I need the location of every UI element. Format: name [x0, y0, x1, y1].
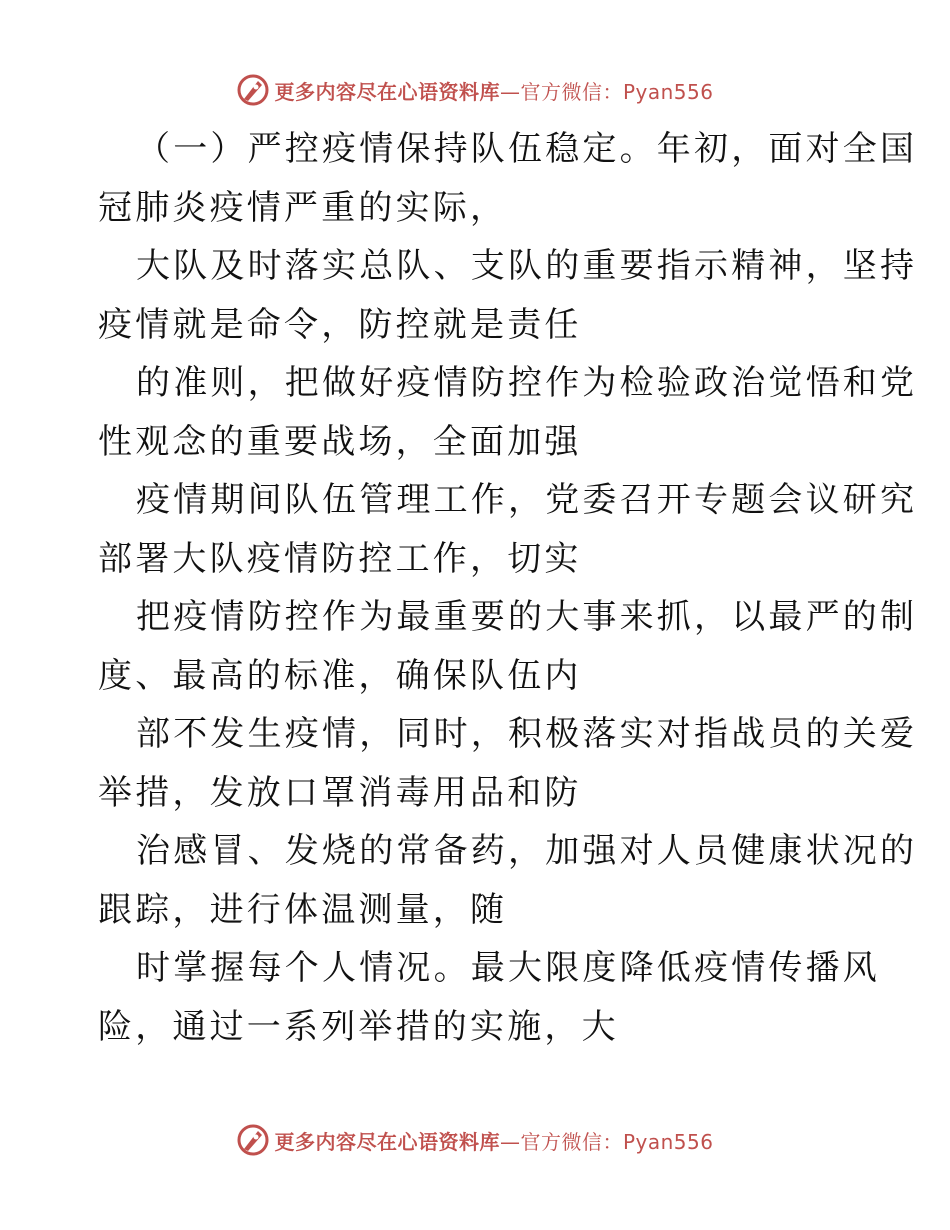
text-line: 跟踪，进行体温测量，随 [98, 889, 508, 930]
pen-logo-icon [236, 73, 270, 107]
text-line: 疫情期间队伍管理工作，党委召开专题会议研究 [136, 480, 918, 520]
footer-banner [0, 1118, 950, 1162]
text-line: 的准则，把做好疫情防控作为检验政治觉悟和党 [136, 363, 918, 403]
text-line: 性观念的重要战场，全面加强 [98, 421, 582, 462]
banner-prefix: 更多内容尽在心语资料库 [274, 79, 500, 104]
text-line: 部署大队疫情防控工作，切实 [98, 538, 582, 579]
text-line: 疫情就是命令，防控就是责任 [98, 304, 582, 345]
text-line: 度、最高的标准，确保队伍内 [98, 655, 582, 696]
banner-suffix: —官方微信：Pyan556 [499, 79, 714, 104]
text-line: 冠肺炎疫情严重的实际， [98, 187, 508, 228]
text-line: 大队及时落实总队、支队的重要指示精神，坚持 [136, 246, 918, 286]
text-line: 举措，发放口罩消毒用品和防 [98, 772, 582, 813]
banner-suffix: —官方微信：Pyan556 [499, 1129, 714, 1154]
text-line: 险，通过一系列举措的实施，大 [98, 1006, 619, 1047]
banner-prefix: 更多内容尽在心语资料库 [274, 1129, 500, 1154]
text-line: （一）严控疫情保持队伍稳定。年初，面对全国 [136, 129, 918, 169]
banner-text [274, 1126, 713, 1155]
text-line: 时掌握每个人情况。最大限度降低疫情传播风 [136, 948, 880, 988]
document-body [98, 120, 918, 1056]
text-line: 把疫情防控作为最重要的大事来抓，以最严的制 [136, 597, 918, 637]
pen-logo-icon [236, 1123, 270, 1157]
text-line: 部不发生疫情，同时，积极落实对指战员的关爱 [136, 714, 918, 754]
header-banner [0, 68, 950, 112]
banner-text [274, 76, 713, 105]
text-line: 治感冒、发烧的常备药，加强对人员健康状况的 [136, 831, 918, 871]
